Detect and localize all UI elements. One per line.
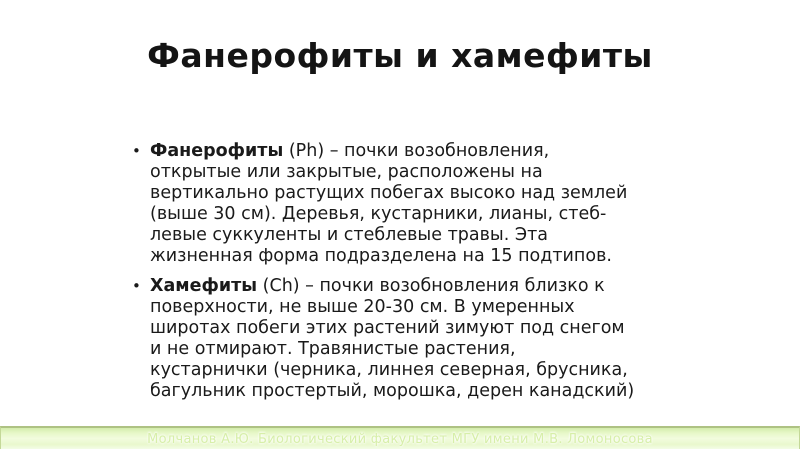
bullet-line: широтах побеги этих растений зимуют под снегом [150, 318, 625, 338]
footer-credit: Молчанов А.Ю. Биологический факультет МГУ имени М.В. Ломоносова [147, 432, 653, 447]
bullet-line [150, 141, 710, 162]
bullet-line: жизненная форма подразделена на 15 подтипов. [150, 246, 612, 266]
bullet-line: поверхности, не выше 20-30 см. В умеренных [150, 297, 575, 317]
slide-body [130, 141, 710, 402]
bullet-line: кустарнички (черника, линнея северная, брусника, [150, 360, 628, 380]
bullet-item-phanerophytes [130, 141, 710, 267]
bullet-item-chamaephytes [130, 276, 710, 402]
term-phanerophytes: Фанерофиты [150, 141, 284, 161]
bullet-marker: • [132, 142, 141, 160]
bullet-line-rest: (Ph) – почки возобновления, [283, 141, 550, 161]
term-chamaephytes: Хамефиты [150, 276, 258, 296]
bullet-line: (выше 30 см). Деревья, кустарники, лианы, стеб- [150, 204, 607, 224]
bullet-line: багульник простертый, морошка, дерен канадский) [150, 381, 635, 401]
slide-title: Фанерофиты и хамефиты [147, 36, 653, 75]
bullet-line-rest: (Ch) – почки возобновления близко к [257, 276, 605, 296]
footer-bar [0, 426, 800, 449]
bullet-line [150, 276, 710, 297]
bullet-line: и не отмирают. Травянистые растения, [150, 339, 516, 359]
bullet-text [150, 141, 710, 267]
bullet-marker: • [132, 277, 141, 295]
bullet-line: вертикально растущих побегах высоко над землей [150, 183, 628, 203]
bullet-line: открытые или закрытые, расположены на [150, 162, 543, 182]
bullet-line: левые суккуленты и стеблевые травы. Эта [150, 225, 548, 245]
bullet-text [150, 276, 710, 402]
